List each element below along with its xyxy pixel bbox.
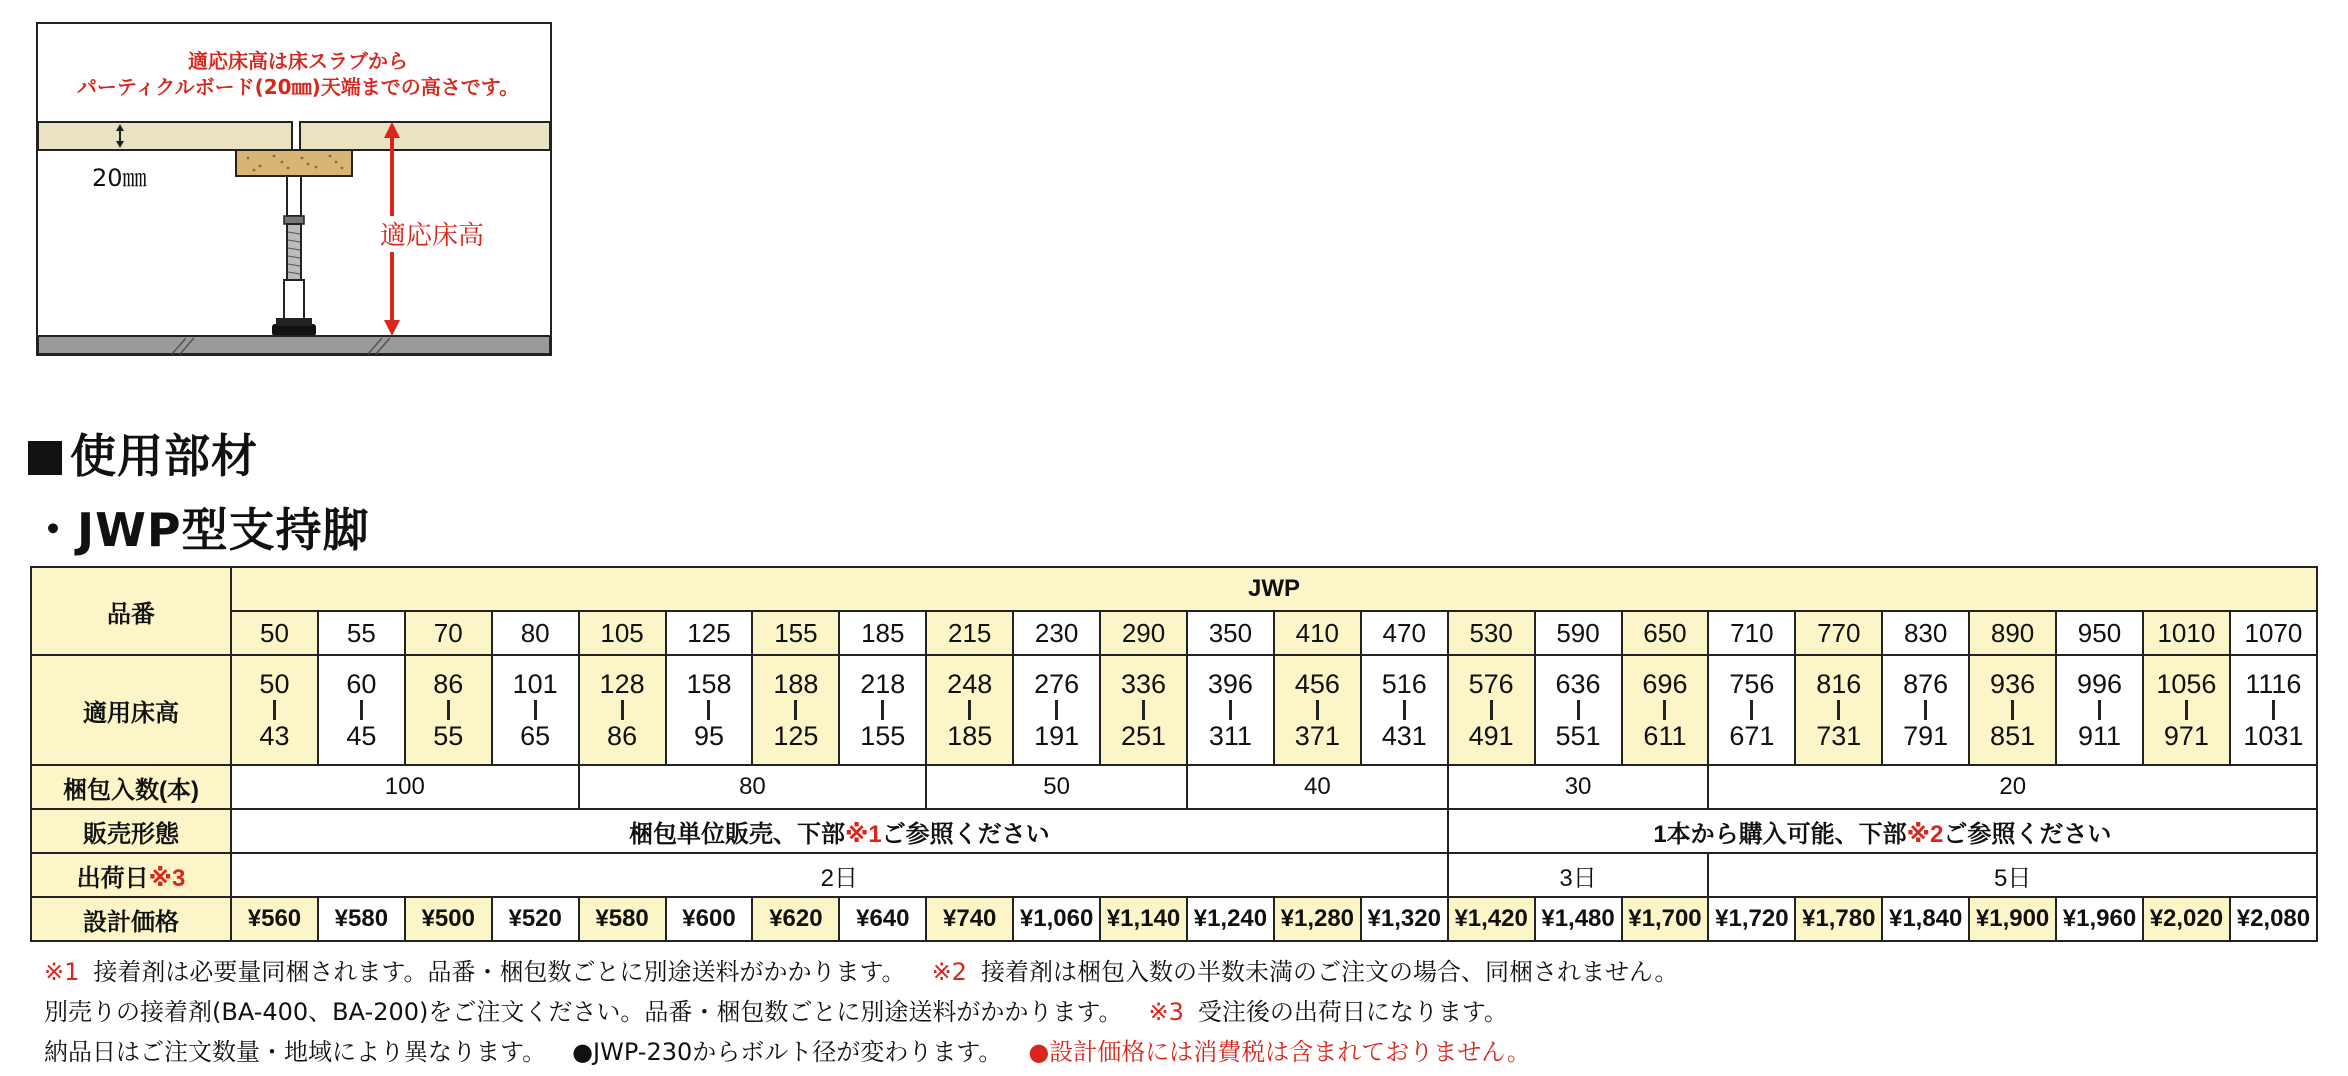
part-number-cell: 125	[666, 611, 753, 655]
price-cell: ¥1,780	[1795, 897, 1882, 941]
thickness-label: 20㎜	[92, 164, 147, 192]
floor-height-cell	[1187, 655, 1274, 765]
sales-form-row	[31, 809, 2317, 853]
floor-height-cell	[1448, 655, 1535, 765]
part-number-cell: 650	[1622, 611, 1709, 655]
floor-height-min: 191	[1034, 721, 1080, 751]
price-cell: ¥500	[405, 897, 492, 941]
price-cell: ¥580	[579, 897, 666, 941]
floor-height-cell	[1969, 655, 2056, 765]
range-bar	[1663, 700, 1666, 720]
range-bar	[1229, 700, 1232, 720]
floor-height-min: 371	[1294, 721, 1340, 751]
particle-board-right	[300, 122, 550, 150]
floor-height-min: 731	[1816, 721, 1862, 751]
diagram-caption-line1: 適応床高は床スラブから	[188, 49, 408, 73]
floor-height-max: 188	[773, 669, 819, 699]
floor-height-min: 55	[433, 721, 464, 751]
floor-height-cell	[839, 655, 926, 765]
floor-height-min: 851	[1990, 721, 2036, 751]
floor-height-max: 996	[2076, 669, 2123, 699]
part-number-cell: 770	[1795, 611, 1882, 655]
floor-height-cell	[2056, 655, 2143, 765]
pack-qty-cell: 40	[1187, 765, 1448, 809]
floor-height-max: 101	[512, 669, 558, 699]
floor-height-cell	[1882, 655, 1969, 765]
floor-height-max: 696	[1642, 669, 1688, 699]
floor-height-min: 671	[1729, 721, 1775, 751]
part-number-cell: 830	[1882, 611, 1969, 655]
floor-height-min: 551	[1555, 721, 1601, 751]
price-cell: ¥620	[752, 897, 839, 941]
floor-height-max: 50	[259, 669, 290, 699]
part-number-cell: 155	[752, 611, 839, 655]
part-number-cell: 1010	[2143, 611, 2230, 655]
particle-board-left	[38, 122, 292, 150]
height-label: 適応床高	[380, 221, 485, 251]
pack-qty-cell: 100	[231, 765, 579, 809]
part-number-cell: 105	[579, 611, 666, 655]
floor-height-min: 155	[860, 721, 906, 751]
price-cell: ¥1,900	[1969, 897, 2056, 941]
square-bullet-icon	[28, 441, 62, 475]
price-cell: ¥2,080	[2230, 897, 2317, 941]
floor-height-max: 636	[1555, 669, 1601, 699]
price-cell: ¥1,240	[1187, 897, 1274, 941]
pack-qty-row	[31, 765, 2317, 809]
price-cell: ¥1,720	[1708, 897, 1795, 941]
range-bar	[1837, 700, 1840, 720]
part-number-cell: 950	[2056, 611, 2143, 655]
range-bar	[2011, 700, 2014, 720]
ship-day-row	[31, 853, 2317, 897]
price-cell: ¥1,960	[2056, 897, 2143, 941]
part-number-cell: 470	[1361, 611, 1448, 655]
pack-qty-cell: 30	[1448, 765, 1709, 809]
range-bar	[1577, 700, 1580, 720]
floor-height-max: 336	[1120, 669, 1167, 699]
floor-height-max: 158	[686, 669, 732, 699]
floor-height-min: 45	[346, 721, 377, 751]
floor-height-min: 251	[1120, 721, 1167, 751]
floor-height-cell	[752, 655, 839, 765]
diagram-caption-line2: パーティクルボード(20㎜)天端までの高さです。	[76, 75, 520, 99]
floor-height-cell	[1535, 655, 1622, 765]
pack-qty-cell: 50	[926, 765, 1187, 809]
part-number-cell: 215	[926, 611, 1013, 655]
pedestal-head-pad	[236, 150, 352, 176]
floor-height-max: 816	[1816, 669, 1862, 699]
row-header-price: 設計価格	[31, 897, 231, 941]
part-number-cell: 70	[405, 611, 492, 655]
floor-height-max: 876	[1903, 669, 1949, 699]
floor-height-cell	[318, 655, 405, 765]
floor-height-cell	[1013, 655, 1100, 765]
price-cell: ¥1,700	[1622, 897, 1709, 941]
part-number-cell: 530	[1448, 611, 1535, 655]
price-cell: ¥520	[492, 897, 579, 941]
range-bar	[881, 700, 884, 720]
floor-height-cell	[579, 655, 666, 765]
price-cell: ¥560	[231, 897, 318, 941]
floor-height-min: 791	[1903, 721, 1949, 751]
floor-slab	[38, 336, 550, 354]
floor-height-cell	[1708, 655, 1795, 765]
part-number-cell: 710	[1708, 611, 1795, 655]
floor-height-cell	[1100, 655, 1187, 765]
part-number-cell: 230	[1013, 611, 1100, 655]
floor-height-max: 756	[1729, 669, 1775, 699]
floor-height-max: 128	[599, 669, 645, 699]
floor-height-min: 971	[2163, 721, 2209, 751]
sales-form-cell: 梱包単位販売、下部※1ご参照ください	[231, 809, 1448, 853]
price-cell: ¥1,840	[1882, 897, 1969, 941]
price-cell: ¥1,480	[1535, 897, 1622, 941]
floor-height-min: 125	[773, 721, 819, 751]
range-bar	[447, 700, 450, 720]
price-cell: ¥1,140	[1100, 897, 1187, 941]
price-cell: ¥1,280	[1274, 897, 1361, 941]
floor-height-max: 86	[433, 669, 464, 699]
part-number-cell: 350	[1187, 611, 1274, 655]
pedestal-shaft-upper	[287, 176, 301, 216]
footnotes	[44, 952, 2334, 1072]
jwp-spec-table	[30, 566, 2318, 942]
footnote-line-2: 別売りの接着剤(BA-400、BA-200)をご注文ください。品番・梱包数ごとに別途送料がかかります。 ※3 受注後の出荷日になります。	[44, 998, 1508, 1026]
price-row	[31, 897, 2317, 941]
footnote-line-3: 納品日はご注文数量・地域により異なります。 ●JWP-230からボルト径が変わります。 ●設計価格には消費税は含まれておりません。	[44, 1038, 1531, 1066]
section-title	[28, 420, 258, 486]
ship-day-cell: 5日	[1708, 853, 2317, 897]
range-bar	[1055, 700, 1058, 720]
floor-height-cell	[405, 655, 492, 765]
price-cell: ¥600	[666, 897, 753, 941]
ship-day-cell: 3日	[1448, 853, 1709, 897]
price-cell: ¥580	[318, 897, 405, 941]
range-bar	[2098, 700, 2101, 720]
floor-height-max: 576	[1468, 669, 1514, 699]
range-bar	[360, 700, 363, 720]
row-header-floor-height: 適用床高	[31, 655, 231, 765]
range-bar	[794, 700, 797, 720]
floor-height-cell	[2143, 655, 2230, 765]
floor-height-cell	[1274, 655, 1361, 765]
floor-height-min: 86	[607, 721, 638, 751]
floor-height-min: 1031	[2243, 721, 2304, 751]
part-number-cell: 1070	[2230, 611, 2317, 655]
part-number-cell: 290	[1100, 611, 1187, 655]
floor-height-min: 911	[2077, 721, 2121, 751]
floor-height-diagram	[36, 22, 556, 358]
price-cell: ¥740	[926, 897, 1013, 941]
floor-height-cell	[666, 655, 753, 765]
floor-height-max: 516	[1381, 669, 1427, 699]
range-bar	[621, 700, 624, 720]
row-header-part-number: 品番	[31, 567, 231, 655]
floor-height-cell	[926, 655, 1013, 765]
range-bar	[2185, 700, 2188, 720]
floor-height-max: 396	[1207, 669, 1253, 699]
price-cell: ¥2,020	[2143, 897, 2230, 941]
part-number-cell: 50	[231, 611, 318, 655]
range-bar	[534, 700, 537, 720]
floor-height-cell	[1795, 655, 1882, 765]
floor-height-max: 218	[860, 669, 906, 699]
price-cell: ¥1,420	[1448, 897, 1535, 941]
price-cell: ¥1,320	[1361, 897, 1448, 941]
price-cell: ¥640	[839, 897, 926, 941]
part-number-cell: 890	[1969, 611, 2056, 655]
floor-height-min: 431	[1381, 721, 1427, 751]
part-number-cell: 410	[1274, 611, 1361, 655]
floor-height-max: 936	[1990, 669, 2036, 699]
subsection-title: ・JWP型支持脚	[30, 503, 370, 557]
floor-height-cell	[231, 655, 318, 765]
sales-form-cell: 1本から購入可能、下部※2ご参照ください	[1448, 809, 2317, 853]
part-number-cell: 185	[839, 611, 926, 655]
range-bar	[1316, 700, 1319, 720]
part-number-cell: 590	[1535, 611, 1622, 655]
row-header-pack-qty: 梱包入数(本)	[31, 765, 231, 809]
range-bar	[1750, 700, 1753, 720]
floor-height-min: 65	[520, 721, 551, 751]
floor-height-min: 311	[1208, 721, 1252, 751]
part-number-cell: 55	[318, 611, 405, 655]
floor-height-max: 456	[1294, 669, 1340, 699]
range-bar	[1924, 700, 1927, 720]
floor-height-max: 60	[346, 669, 377, 699]
series-label: JWP	[231, 567, 2317, 611]
floor-height-max: 276	[1034, 669, 1080, 699]
pack-qty-cell: 80	[579, 765, 927, 809]
footnote-line-1: ※1 接着剤は必要量同梱されます。品番・梱包数ごとに別途送料がかかります。 ※2 接着剤は梱包入数の半数未満のご注文の場合、同梱されません。	[44, 958, 1679, 986]
range-bar	[1490, 700, 1493, 720]
row-header-ship-day: 出荷日※3	[31, 853, 231, 897]
floor-height-cell	[2230, 655, 2317, 765]
part-number-row	[31, 611, 2317, 655]
range-bar	[273, 700, 276, 720]
range-bar	[2272, 700, 2275, 720]
range-bar	[707, 700, 710, 720]
floor-height-max: 1116	[2245, 669, 2302, 699]
range-bar	[1403, 700, 1406, 720]
floor-height-max: 248	[947, 669, 993, 699]
range-bar	[1142, 700, 1145, 720]
pedestal-body	[284, 280, 304, 324]
row-header-sales-form: 販売形態	[31, 809, 231, 853]
floor-height-row	[31, 655, 2317, 765]
floor-height-min: 611	[1643, 721, 1687, 751]
ship-day-cell: 2日	[231, 853, 1448, 897]
section-title-text: 使用部材	[70, 429, 258, 483]
part-number-cell: 80	[492, 611, 579, 655]
floor-height-cell	[1622, 655, 1709, 765]
price-cell: ¥1,060	[1013, 897, 1100, 941]
floor-height-min: 185	[947, 721, 993, 751]
floor-height-min: 491	[1468, 721, 1514, 751]
series-row	[31, 567, 2317, 611]
floor-height-min: 95	[693, 721, 724, 751]
range-bar	[968, 700, 971, 720]
floor-height-max: 1056	[2156, 669, 2217, 699]
floor-height-min: 43	[259, 721, 290, 751]
pack-qty-cell: 20	[1708, 765, 2317, 809]
floor-height-cell	[492, 655, 579, 765]
floor-height-cell	[1361, 655, 1448, 765]
